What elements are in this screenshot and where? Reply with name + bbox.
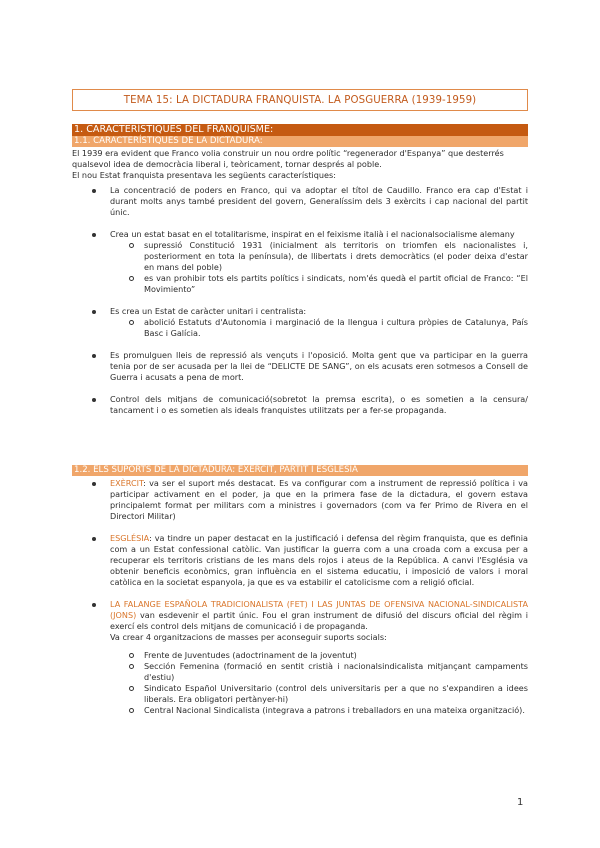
circle-bullet-icon (129, 653, 134, 658)
bullet-icon (92, 310, 96, 314)
section-heading: 1. CARACTERÍSTIQUES DEL FRANQUISME: (72, 124, 528, 136)
list-item: Es crea un Estat de caràcter unitari i centralista: (72, 306, 528, 317)
sub-list-item: supressió Constitució 1931 (inicialment als territoris on triomfen els nacionalistes i, posteriorment en tota la península), de llibertats i drets democràtics (el poder deixa d'estar en mans del poble) (72, 240, 528, 273)
circle-bullet-icon (129, 276, 134, 281)
list-item: Es promulguen lleis de repressió als vençuts i l'oposició. Molta gent que va participar en la guerra tenia por de ser acusada per la llei de “DELICTE DE SANG”, on els acusats eren sotmesos a Consell de Guerra i acusats a pena de mort. (72, 350, 528, 383)
sub-list-item: Frente de Juventudes (adoctrinament de la joventut) (72, 650, 528, 661)
bullet-icon (92, 482, 96, 486)
circle-bullet-icon (129, 320, 134, 325)
army-label: EXÈRCIT (110, 478, 144, 488)
list-item: EXÈRCIT: va ser el suport més destacat. Es va configurar com a instrument de repressió política i va participar activament en el poder, ja que en la primera fase de la dictadura, el govern estava principalemt format per militars com a ministres i governadors (com va fer Primo de Rivera en el Directori Militar) (72, 478, 528, 522)
circle-bullet-icon (129, 708, 134, 713)
page-title (72, 89, 528, 111)
section2-content (72, 478, 528, 716)
sub-list-item: Sección Femenina (formació en sentit cristià i nacionalsindicalista mitjançant campaments d'estiu) (72, 661, 528, 683)
circle-bullet-icon (129, 243, 134, 248)
bullet-icon (92, 537, 96, 541)
list-item: La concentració de poders en Franco, qui va adoptar el títol de Caudillo. Franco era cap d'Estat i durant molts anys també president del govern, Generalíssim dels 3 exèrcits i cap nacional del partit únic. (72, 185, 528, 218)
bullet-icon (92, 398, 96, 402)
circle-bullet-icon (129, 664, 134, 669)
sub-list-item: Central Nacional Sindicalista (integrava a patrons i treballadors en una mateixa organització). (72, 705, 528, 716)
circle-bullet-icon (129, 686, 134, 691)
church-label: ESGLÉSIA (110, 533, 150, 543)
bullet-icon (92, 603, 96, 607)
bullet-icon (92, 189, 96, 193)
intro-paragraph-2: El nou Estat franquista presentava les següents característiques: (72, 170, 336, 180)
sub-list-item: abolició Estatuts d'Autonomia i marginació de la llengua i cultura pròpies de Catalunya, País Basc i Galícia. (72, 317, 528, 339)
bullet-icon (92, 354, 96, 358)
bullet-icon (92, 233, 96, 237)
list-item: Crea un estat basat en el totalitarisme, inspirat en el feixisme italià i el nacionalsocialisme alemany (72, 229, 528, 240)
sub-list-item: es van prohibir tots els partits polítics i sindicats, nom'és quedà el partit oficial de Franco: “El Movimiento” (72, 273, 528, 295)
list-item: LA FALANGE ESPAÑOLA TRADICIONALISTA (FET) I LAS JUNTAS DE OFENSIVA NACIONAL-SINDICALISTA (JONS) van esdevenir el partit únic. Fou el gran instrument de difusió del discurs oficial del règim i exercí els control dels mitjans de comunicació i de propaganda. Va crear 4 organitzacions de masses per aconseguir suports socials: (72, 599, 528, 643)
subsection-heading: 1.1. CARACTERÍSTIQUES DE LA DICTADURA: (72, 136, 528, 147)
sub-list-item: Sindicato Español Universitario (control dels universitaris per a que no s'expandiren a idees liberals. Era obligatori pertànyer-hi) (72, 683, 528, 705)
page-title-text: TEMA 15: LA DICTADURA FRANQUISTA. LA POSGUERRA (1939-1959) (123, 94, 477, 106)
falange-paragraph: Va crear 4 organitzacions de masses per aconseguir suports socials: (110, 632, 387, 642)
subsection-heading-2: 1.2. ELS SUPORTS DE LA DICTADURA: EXÈRCIT, PARTIT I ESGLÉSIA (72, 465, 528, 476)
falange-label: LA FALANGE ESPAÑOLA TRADICIONALISTA (FET) I LAS JUNTAS DE OFENSIVA NACIONAL-SINDICALISTA (JONS) (110, 599, 528, 620)
page-number: 1 (517, 797, 524, 808)
section1-content (72, 148, 528, 416)
intro-paragraph: El 1939 era evident que Franco volia construir un nou ordre polític “regenerador d'Espanya” que desterrés qualsevol idea de democràcia liberal i, teòricament, tornar després al poble. (72, 148, 504, 169)
list-item: Control dels mitjans de comunicació(sobretot la premsa escrita), o es sometien a la censura/ tancament i o es sometien als ideals franquistes utilitzats per a fer-se propaganda. (72, 394, 528, 416)
list-item: ESGLÉSIA: va tindre un paper destacat en la justificació i defensa del règim franquista, que es definia com a un Estat confessional catòlic. Van justificar la guerra com a una croada com a excusa per a recuperar els territoris cristians de les mans dels rojos i ateus de la República. A canvi l'Església va obtenir beneficis econòmics, gran influència en el sistema educatiu, i imposició de valors i moral catòlica en la societat espanyola, ja que es va estabilir el catolicisme com a religió oficial. (72, 533, 528, 588)
